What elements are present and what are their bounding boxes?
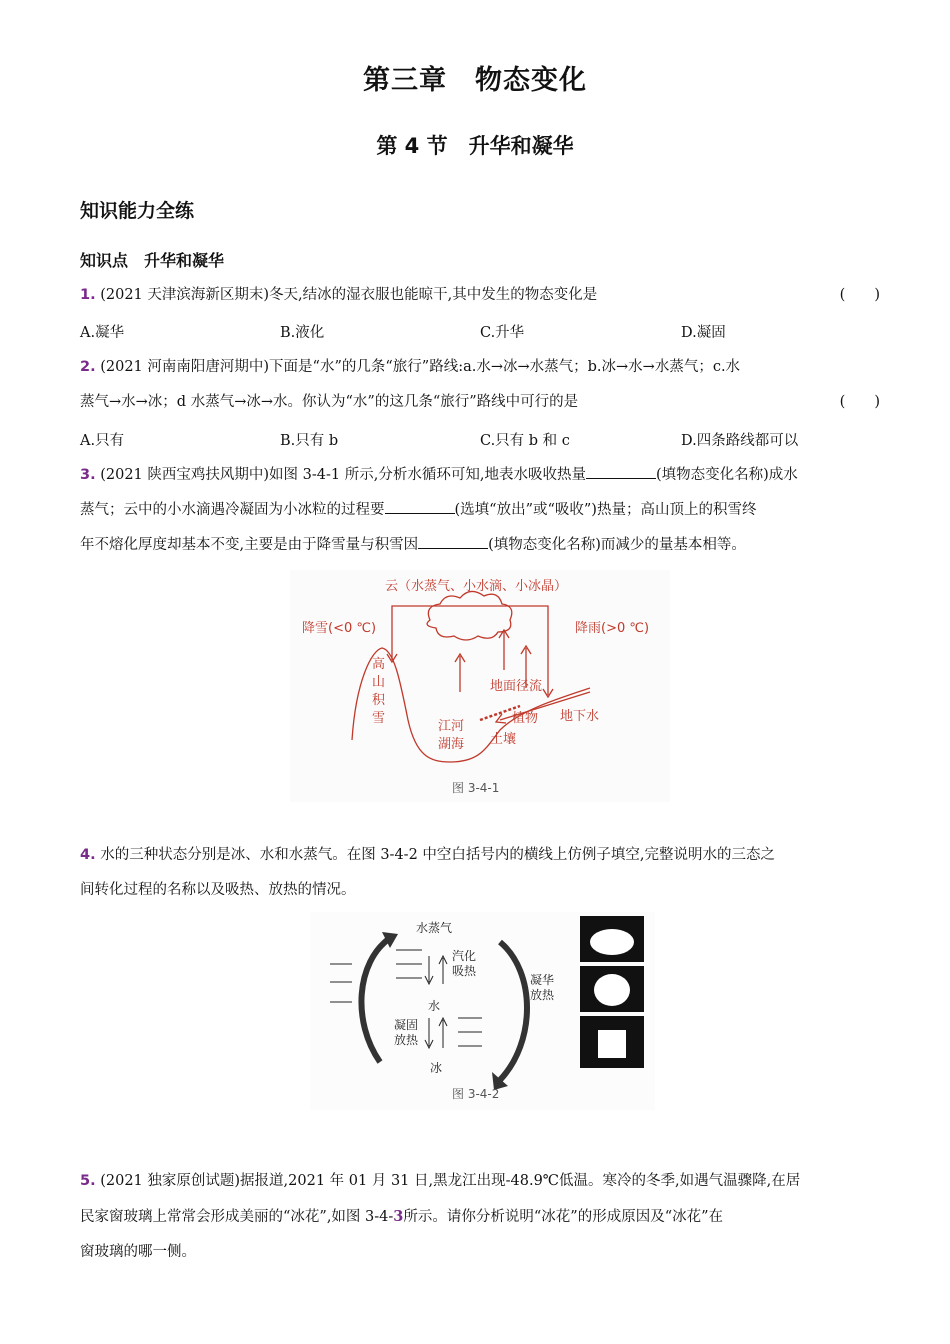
question-text-line2: 蒸气→水→冰；d 水蒸气→冰→水。你认为“水”的这几条“旅行”路线中可行的是: [80, 394, 579, 410]
question-2-options: [80, 429, 880, 459]
mountain-label-3: 积: [372, 693, 386, 708]
water-states-figure: [310, 912, 655, 1110]
question-text-line1: (2021 独家原创试题)据报道,2021 年 01 月 31 日,黑龙江出现-48.9℃低温。寒冷的冬季,如遇气温骤降,在居: [100, 1173, 801, 1189]
question-1: [80, 278, 880, 313]
question-text-line1: (2021 河南南阳唐河期中)下面是“水”的几条“旅行”路线:a.水→冰→水蒸气；b.冰→水→水蒸气；c.水: [100, 359, 741, 375]
water-label: 水: [428, 999, 441, 1013]
mountain-label-1: 高: [372, 657, 386, 672]
figure-caption: 图 3-4-2: [452, 1087, 500, 1101]
cartoon-droplet: [594, 974, 630, 1006]
question-number: 5.: [80, 1173, 96, 1189]
vaporize-label-1: 汽化: [452, 949, 477, 963]
question-text-line2: 间转化过程的名称以及吸热、放热的情况。: [80, 882, 356, 898]
fill-blank-1[interactable]: [586, 464, 656, 479]
knowledge-point-heading: 知识点 升华和凝华: [80, 251, 225, 270]
option-c[interactable]: C.升华: [480, 325, 525, 341]
answer-bracket[interactable]: ( ): [839, 394, 880, 410]
question-4: [80, 838, 880, 908]
freeze-label-1: 凝固: [394, 1018, 419, 1032]
question-text-line2a: 民家窗玻璃上常常会形成美丽的“冰花”,如图 3-4-: [80, 1209, 394, 1225]
snow-label: 降雪(<0 ℃): [302, 621, 377, 636]
vapor-label: 水蒸气: [416, 921, 453, 935]
question-text-line2b: 所示。请你分析说明“冰花”的形成原因及“冰花”在: [403, 1209, 724, 1225]
question-number: 4.: [80, 847, 96, 863]
desublimate-label-1: 凝华: [530, 973, 555, 987]
option-a[interactable]: A.凝华: [80, 325, 125, 341]
question-text-line1: 水的三种状态分别是冰、水和水蒸气。在图 3-4-2 中空白括号内的横线上仿例子填空,完整说明水的三态之: [100, 847, 776, 863]
option-d[interactable]: D.凝固: [681, 325, 726, 341]
fill-blank-2[interactable]: [385, 499, 455, 514]
cloud-label: 云（水蒸气、小水滴、小冰晶）: [385, 579, 568, 594]
cartoon-panels: [580, 916, 644, 1068]
river-label-2: 湖海: [438, 737, 465, 752]
option-b[interactable]: B.液化: [280, 325, 325, 341]
question-text-line3: 窗玻璃的哪一侧。: [80, 1244, 196, 1260]
runoff-label: 地面径流: [490, 679, 543, 694]
mountain-label-2: 山: [372, 675, 386, 690]
question-number: 3.: [80, 467, 96, 483]
ice-label: 冰: [430, 1061, 443, 1075]
figure-reference-number: 3: [393, 1208, 404, 1225]
question-text: 蒸气；云中的小水滴遇冷凝固为小冰粒的过程要: [80, 502, 385, 518]
question-3: [80, 458, 880, 563]
vaporize-label-2: 吸热: [452, 964, 477, 978]
practice-heading: 知识能力全练: [80, 200, 195, 222]
option-a[interactable]: A.只有: [80, 433, 125, 449]
mountain-label-4: 雪: [372, 711, 386, 726]
groundwater-label: 地下水: [560, 709, 600, 724]
cartoon-cloud: [590, 929, 634, 955]
plants-label: 植物: [512, 711, 539, 726]
figure-caption: 图 3-4-1: [452, 781, 500, 795]
river-label-1: 江河: [438, 719, 465, 734]
desublimate-label-2: 放热: [530, 988, 555, 1002]
question-number: 2.: [80, 359, 96, 375]
question-number: 1.: [80, 287, 96, 303]
fill-blank-3[interactable]: [418, 534, 488, 549]
answer-bracket[interactable]: ( ): [839, 287, 880, 303]
section-title: 第 4 节 升华和凝华: [376, 134, 574, 158]
question-text: (2021 天津滨海新区期末)冬天,结冰的湿衣服也能晾干,其中发生的物态变化是: [100, 287, 598, 303]
question-5: [80, 1164, 880, 1270]
water-cycle-figure: [290, 570, 670, 802]
freeze-label-2: 放热: [394, 1033, 419, 1047]
rain-label: 降雨(>0 ℃): [575, 621, 650, 636]
soil-label: 土壤: [490, 732, 517, 747]
question-text: (填物态变化名称)而减少的量基本相等。: [488, 537, 746, 553]
figure-background: [290, 570, 670, 802]
question-text: 年不熔化厚度却基本不变,主要是由于降雪量与积雪因: [80, 537, 419, 553]
question-text: (2021 陕西宝鸡扶风期中)如图 3-4-1 所示,分析水循环可知,地表水吸收热量: [100, 467, 586, 483]
question-text: (选填“放出”或“吸收”)热量；高山顶上的积雪终: [454, 502, 757, 518]
chapter-title: 第三章 物态变化: [363, 65, 587, 96]
question-1-options: [80, 321, 880, 351]
question-text: (填物态变化名称)成水: [655, 467, 798, 483]
option-d[interactable]: D.四条路线都可以: [681, 433, 799, 449]
question-2: [80, 350, 880, 420]
option-c[interactable]: C.只有 b 和 c: [480, 433, 570, 449]
option-b[interactable]: B.只有 b: [280, 433, 339, 449]
cartoon-ice-cube: [598, 1030, 626, 1058]
